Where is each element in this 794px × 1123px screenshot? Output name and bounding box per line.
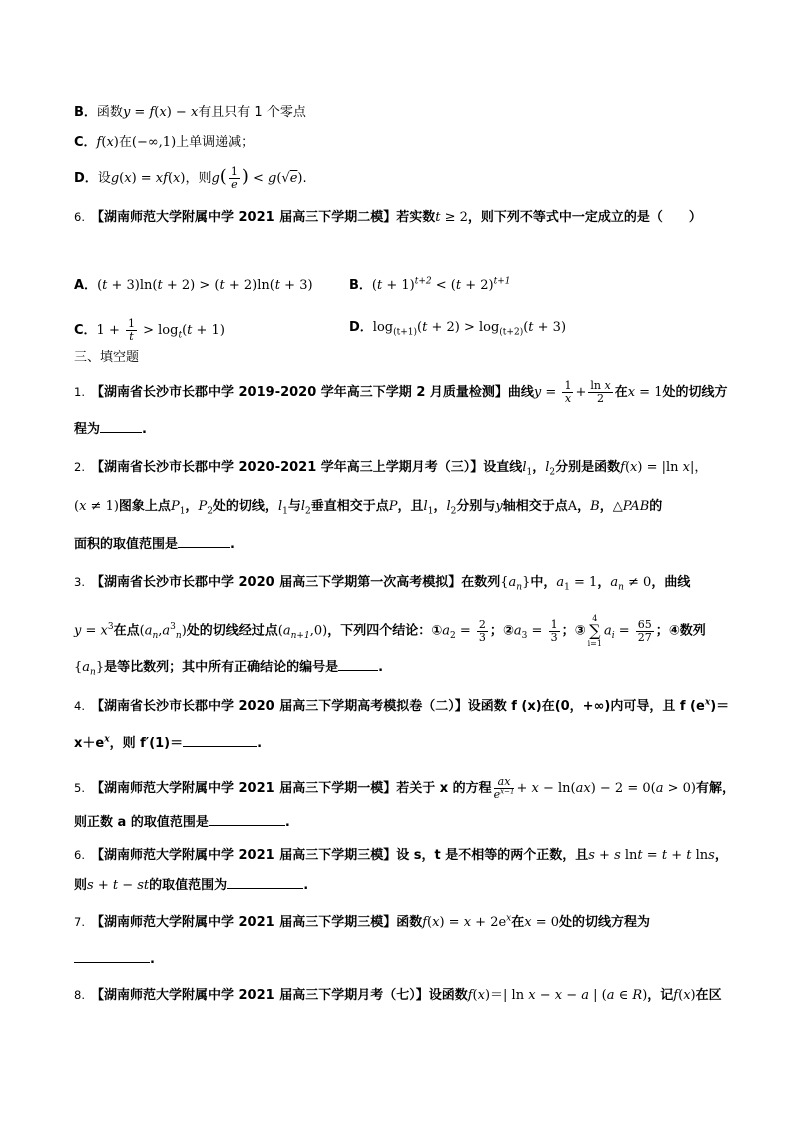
fill-question-7: 7. 【湖南师范大学附属中学 2021 届高三下学期三模】函数$f(x) = x + 2e^x$在x = 0处的切线方程为 xyxy=(74,913,651,930)
section-title: 三、填空题 xyxy=(74,350,140,365)
answer-blank[interactable] xyxy=(209,813,285,826)
option-c-line: C．f(x)在(−∞,1)上单调递减； xyxy=(74,135,255,150)
q6-option-d: D．$\log_{(t+1)}(t + 2) > \log_{(t+2)}(t + 3)$ xyxy=(349,320,567,338)
formula-y-eq-fx-minus-x: y xyxy=(122,105,131,120)
fill-question-2-line3: 面积的取值范围是 . xyxy=(74,537,235,552)
question-6: 6. 【湖南师范大学附属中学 2021 届高三下学期二模】若实数t ≥ 2，则下列不等式中一定成立的是（ ） xyxy=(74,210,702,225)
fill-question-2: 2. 【湖南省长沙市长郡中学 2020-2021 学年高三上学期月考（三）】设直线$l_1$，$l_2$分别是函数f(x) = |ln x|， xyxy=(74,460,708,478)
answer-blank[interactable] xyxy=(183,734,257,747)
fill-question-4: 4. 【湖南省长沙市长郡中学 2020 届高三下学期高考模拟卷（二）】设函数 f (x)在(0，+∞)内可导，且 f $(e^x)=$ xyxy=(74,697,730,714)
answer-blank[interactable] xyxy=(100,420,142,433)
formula-fx: f xyxy=(96,135,102,150)
fill-question-1: 1. 【湖南省长沙市长郡中学 2019-2020 学年高三下学期 2 月质量检测】曲线y = $\frac{1}{x}$ + $\frac{\text{ln x}}{2}$ 在x = 1处的切线方 xyxy=(74,379,728,405)
q6-option-c: C．1 + $\frac{1}{t}$ > $\log_t(t + 1)$ xyxy=(74,317,225,343)
answer-blank[interactable] xyxy=(178,535,230,548)
fill-question-5: 5. 【湖南师范大学附属中学 2021 届高三下学期一模】若关于 x 的方程 $\frac{ax}{e^{x-1}}$ + x − ln(ax) − 2 = 0(a > 0)有解， xyxy=(74,775,735,801)
fill-question-3-line3: $\{a_n\}$是等比数列；其中所有正确结论的编号是 . xyxy=(74,660,384,678)
fill-question-1-line2: 程为 . xyxy=(74,422,147,437)
answer-blank[interactable] xyxy=(74,950,150,963)
q6-option-a: A．(t + 3)ln(t + 2) > (t + 2)ln(t + 3) xyxy=(74,278,313,293)
fill-question-3: 3. 【湖南省长沙市长郡中学 2020 届高三下学期第一次高考模拟】在数列$\{a_n\}$中，$a_1 = 1$，$a_n \ne 0$，曲线 xyxy=(74,575,691,593)
fill-question-4-line2: $x+e^x$，则 f′(1)＝ . xyxy=(74,734,263,751)
fill-question-6: 6. 【湖南师范大学附属中学 2021 届高三下学期三模】设 s，t 是不相等的两个正数，且s + s lnt = t + t lns， xyxy=(74,848,728,863)
fill-question-3-line2: $y = x^3$在点$(a_n,a^3_n)$处的切线经过点$(a_{n+1},0)$，下列四个结论：$①a_2$ = $\frac{2}{3}$ ；$②a_3$ = $\frac{1}{3}$ ；③ 4 ∑ i=1 $a_i$ = $\frac{65}{27}$ ；④数列 xyxy=(74,614,706,648)
formula-interval: (−∞,1) xyxy=(131,135,177,150)
option-d-line: D．设g(x) = xf(x)，则g( $\frac{1}{e}$ ) < g(√e). xyxy=(74,165,307,191)
formula-gx: g xyxy=(110,171,120,186)
fill-question-8: 8. 【湖南师范大学附属中学 2021 届高三下学期月考（七）】设函数f(x)＝| ln x − x − a | (a ∈ R)，记f(x)在区 xyxy=(74,988,722,1003)
fill-question-2-line2: (x ≠ 1)图象上点$P_1$，$P_2$处的切线，$l_1$与$l_2$垂直相交于点P，且$l_1$，$l_2$分别与y轴相交于点A，B，△PAB的 xyxy=(74,499,663,517)
option-b-line: B．函数y = f(x) − x有且只有 1 个零点 xyxy=(74,105,306,120)
fill-question-5-line2: 则正数 a 的取值范围是 . xyxy=(74,815,290,830)
fill-question-6-line2: 则s + t − st的取值范围为 . xyxy=(74,878,309,893)
answer-blank[interactable] xyxy=(227,876,303,889)
q6-option-b: B．$(t + 1)^{t+2} < (t + 2)^{t+1}$ xyxy=(349,276,511,293)
fill-question-7-line2: . xyxy=(74,950,155,970)
answer-blank[interactable] xyxy=(338,658,378,671)
